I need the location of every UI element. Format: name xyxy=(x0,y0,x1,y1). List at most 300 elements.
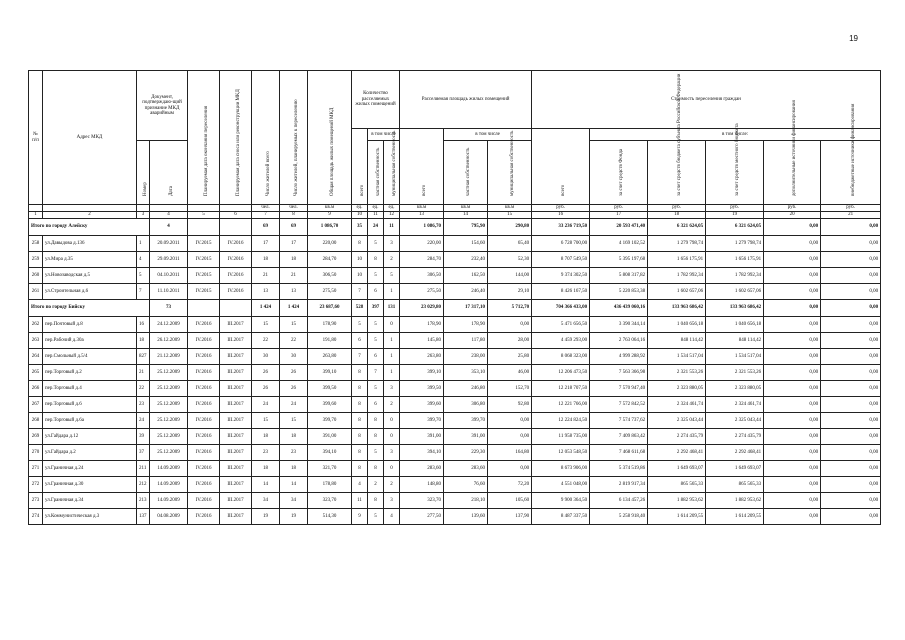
cost-region-cell: 1 782 992,34 xyxy=(648,268,706,284)
address-cell: ул.Граничная д.34 xyxy=(43,493,137,509)
cost-offbudget-cell: 0,00 xyxy=(821,236,881,252)
cost-local-cell: 2 321 553,26 xyxy=(706,365,764,381)
rooms-total-cell: 10 xyxy=(352,252,368,268)
cost-offbudget-cell: 0,00 xyxy=(821,219,881,236)
header-residents-planned: Число жителей, планируемых к переселению xyxy=(280,71,308,205)
doc-number-cell: 21 xyxy=(137,365,150,381)
header-cost-additional: дополнительные источники финансирования xyxy=(764,141,821,205)
residents-total-cell: 1 424 xyxy=(252,300,280,317)
end-date-cell: IV.2016 xyxy=(188,317,220,333)
area-municipal-cell: 25,80 xyxy=(488,349,532,365)
address-cell: пер.Торговый д.6 xyxy=(43,397,137,413)
residents-total-cell: 26 xyxy=(252,365,280,381)
end-date-cell: IV.2016 xyxy=(188,509,220,525)
residents-total-cell: 19 xyxy=(252,509,280,525)
demolition-date-cell: III.2017 xyxy=(220,461,252,477)
doc-date-cell: 24.12.2009 xyxy=(150,317,188,333)
doc-number-cell: 24 xyxy=(137,413,150,429)
cost-fund-cell: 7 409 863,42 xyxy=(590,429,648,445)
header-rooms-private: частная собственность xyxy=(368,141,384,205)
rooms-municipal-cell: 2 xyxy=(384,252,400,268)
end-date-cell: IV.2016 xyxy=(188,477,220,493)
cost-offbudget-cell: 0,00 xyxy=(821,509,881,525)
table-row xyxy=(29,493,881,509)
area-municipal-cell: 5 712,70 xyxy=(488,300,532,317)
demolition-date-cell: IV.2016 xyxy=(220,252,252,268)
total-area-cell: 178,90 xyxy=(308,317,352,333)
subtotal-row xyxy=(29,300,881,317)
rooms-private-cell: 7 xyxy=(368,365,384,381)
row-number-cell: 271 xyxy=(29,461,43,477)
rooms-total-cell: 8 xyxy=(352,461,368,477)
column-number-cell: 19 xyxy=(706,212,764,219)
cost-additional-cell: 0,00 xyxy=(764,445,821,461)
rooms-private-cell: 397 xyxy=(368,300,384,317)
rooms-private-cell: 6 xyxy=(368,349,384,365)
cost-fund-cell: 7 570 947,40 xyxy=(590,381,648,397)
rooms-municipal-cell: 5 xyxy=(384,268,400,284)
header-cost-fund: за счет средств Фонда xyxy=(590,141,648,205)
header-planned-demolition: Планируемая дата сноса или реконструкции МКД xyxy=(220,71,252,205)
row-number-cell: 263 xyxy=(29,333,43,349)
total-area-cell: 220,00 xyxy=(308,236,352,252)
cost-local-cell: 2 325 043,44 xyxy=(706,413,764,429)
area-total-cell: 394,10 xyxy=(400,445,444,461)
cost-additional-cell: 0,00 xyxy=(764,477,821,493)
demolition-date-cell: III.2017 xyxy=(220,365,252,381)
column-number-cell: 2 xyxy=(43,212,137,219)
cost-local-cell: 2 324 461,74 xyxy=(706,397,764,413)
rooms-municipal-cell: 0 xyxy=(384,461,400,477)
area-private-cell: 178,90 xyxy=(444,317,488,333)
rooms-municipal-cell: 131 xyxy=(384,300,400,317)
address-cell: пер.Торговый д.6а xyxy=(43,413,137,429)
rooms-municipal-cell: 3 xyxy=(384,445,400,461)
cost-local-cell: 1 040 656,18 xyxy=(706,317,764,333)
table-row xyxy=(29,333,881,349)
demolition-date-cell: III.2017 xyxy=(220,509,252,525)
area-total-cell: 275,50 xyxy=(400,284,444,300)
area-total-cell: 263,80 xyxy=(400,349,444,365)
column-number-cell: 9 xyxy=(308,212,352,219)
subtotal-label: Итого по городу Бийску xyxy=(29,300,150,317)
header-planned-end: Планируемая дата окончания переселения xyxy=(188,71,220,205)
rooms-private-cell: 5 xyxy=(368,317,384,333)
address-cell: пер.Рабочий д.30а xyxy=(43,333,137,349)
doc-number-cell: 4 xyxy=(137,252,150,268)
column-number-cell: 15 xyxy=(488,212,532,219)
doc-number-cell: 1 xyxy=(137,236,150,252)
unit-cell: кв.м xyxy=(444,205,488,212)
doc-date-cell: 25.12.2009 xyxy=(150,413,188,429)
residents-total-cell: 34 xyxy=(252,493,280,509)
unit-cell: руб. xyxy=(532,205,590,212)
table-row xyxy=(29,252,881,268)
doc-date-cell: 21.12.2009 xyxy=(150,349,188,365)
total-area-cell: 391,00 xyxy=(308,429,352,445)
area-municipal-cell: 144,00 xyxy=(488,268,532,284)
cost-offbudget-cell: 0,00 xyxy=(821,268,881,284)
cost-fund-cell: 4 999 288,92 xyxy=(590,349,648,365)
address-cell: пер.Смольный д.5/4 xyxy=(43,349,137,365)
empty-cell xyxy=(220,300,252,317)
doc-number-cell: 23 xyxy=(137,397,150,413)
column-number-cell: 13 xyxy=(400,212,444,219)
table-row xyxy=(29,349,881,365)
residents-total-cell: 18 xyxy=(252,252,280,268)
doc-number-cell: 37 xyxy=(137,445,150,461)
address-cell: ул.Граничная д.24 xyxy=(43,461,137,477)
header-doc-number: Номер xyxy=(137,141,150,205)
rooms-municipal-cell: 3 xyxy=(384,381,400,397)
area-private-cell: 238,00 xyxy=(444,349,488,365)
cost-offbudget-cell: 0,00 xyxy=(821,284,881,300)
area-total-cell: 391,00 xyxy=(400,429,444,445)
area-total-cell: 145,80 xyxy=(400,333,444,349)
header-area-including: в том числе xyxy=(444,129,532,141)
table-row xyxy=(29,445,881,461)
header-address: Адрес МКД xyxy=(43,71,137,205)
cost-fund-cell: 5 258 918,40 xyxy=(590,509,648,525)
unit-cell: руб. xyxy=(821,205,881,212)
area-municipal-cell: 92,80 xyxy=(488,397,532,413)
doc-date-cell: 14.09.2009 xyxy=(150,493,188,509)
cost-total-cell: 8 487 337,50 xyxy=(532,509,590,525)
unit-cell: кв.м xyxy=(308,205,352,212)
cost-offbudget-cell: 0,00 xyxy=(821,477,881,493)
unit-cell: руб. xyxy=(590,205,648,212)
header-rooms-municipal: муниципальная собственность xyxy=(384,141,400,205)
rooms-municipal-cell: 1 xyxy=(384,365,400,381)
cost-fund-cell: 7 468 611,68 xyxy=(590,445,648,461)
rooms-total-cell: 9 xyxy=(352,509,368,525)
doc-date-cell: 20.09.2011 xyxy=(150,236,188,252)
demolition-date-cell: III.2017 xyxy=(220,317,252,333)
area-total-cell: 399,60 xyxy=(400,397,444,413)
cost-local-cell: 133 963 686,42 xyxy=(706,300,764,317)
end-date-cell: IV.2016 xyxy=(188,333,220,349)
address-cell: ул.Новозаводская д.5 xyxy=(43,268,137,284)
cost-fund-cell: 7 572 842,52 xyxy=(590,397,648,413)
area-total-cell: 323,70 xyxy=(400,493,444,509)
end-date-cell: IV.2016 xyxy=(188,461,220,477)
doc-number-cell: 18 xyxy=(137,333,150,349)
demolition-date-cell: IV.2016 xyxy=(220,268,252,284)
table-row xyxy=(29,397,881,413)
address-cell: ул.Строительная д.6 xyxy=(43,284,137,300)
area-private-cell: 246,40 xyxy=(444,284,488,300)
row-number-cell: 273 xyxy=(29,493,43,509)
residents-planned-cell: 26 xyxy=(280,381,308,397)
doc-date-cell: 25.12.2009 xyxy=(150,429,188,445)
table-header xyxy=(29,71,881,219)
cost-fund-cell: 6 134 457,26 xyxy=(590,493,648,509)
demolition-date-cell: III.2017 xyxy=(220,333,252,349)
end-date-cell: IV.2016 xyxy=(188,365,220,381)
end-date-cell: IV.2016 xyxy=(188,397,220,413)
row-number-cell: 266 xyxy=(29,381,43,397)
unit-cell: руб. xyxy=(648,205,706,212)
cost-local-cell: 1 614 209,55 xyxy=(706,509,764,525)
doc-number-cell: 213 xyxy=(137,493,150,509)
area-municipal-cell: 0,00 xyxy=(488,413,532,429)
cost-local-cell: 1 782 992,34 xyxy=(706,268,764,284)
demolition-date-cell: IV.2016 xyxy=(220,236,252,252)
row-number-cell: 265 xyxy=(29,365,43,381)
rooms-total-cell: 11 xyxy=(352,493,368,509)
cost-region-cell: 6 321 624,05 xyxy=(648,219,706,236)
table-row xyxy=(29,284,881,300)
column-number-cell: 11 xyxy=(368,212,384,219)
area-municipal-cell: 29,10 xyxy=(488,284,532,300)
cost-offbudget-cell: 0,00 xyxy=(821,333,881,349)
end-date-cell: IV.2016 xyxy=(188,445,220,461)
rooms-total-cell: 8 xyxy=(352,381,368,397)
doc-date-cell: 11.10.2011 xyxy=(150,284,188,300)
cost-additional-cell: 0,00 xyxy=(764,317,821,333)
end-date-cell: IV.2015 xyxy=(188,252,220,268)
area-private-cell: 246,80 xyxy=(444,381,488,397)
cost-additional-cell: 0,00 xyxy=(764,349,821,365)
area-total-cell: 399,10 xyxy=(400,365,444,381)
rooms-private-cell: 5 xyxy=(368,509,384,525)
area-municipal-cell: 152,70 xyxy=(488,381,532,397)
total-area-cell: 191,80 xyxy=(308,333,352,349)
cost-local-cell: 1 649 693,07 xyxy=(706,461,764,477)
end-date-cell: IV.2016 xyxy=(188,493,220,509)
demolition-date-cell: III.2017 xyxy=(220,493,252,509)
column-number-cell: 14 xyxy=(444,212,488,219)
residents-planned-cell: 1 424 xyxy=(280,300,308,317)
row-number-cell: 259 xyxy=(29,252,43,268)
rooms-total-cell: 7 xyxy=(352,349,368,365)
resettlement-table xyxy=(28,70,881,525)
residents-total-cell: 22 xyxy=(252,333,280,349)
address-cell: пер.Торговый д.4 xyxy=(43,381,137,397)
header-cost-total: всего xyxy=(532,129,590,205)
rooms-private-cell: 6 xyxy=(368,397,384,413)
cost-total-cell: 4 551 048,00 xyxy=(532,477,590,493)
cost-fund-cell: 5 374 519,86 xyxy=(590,461,648,477)
table-row xyxy=(29,413,881,429)
cost-region-cell: 1 602 657,06 xyxy=(648,284,706,300)
header-no: № п/п xyxy=(29,71,43,205)
doc-number-cell: 212 xyxy=(137,477,150,493)
rooms-total-cell: 7 xyxy=(352,284,368,300)
cost-offbudget-cell: 0,00 xyxy=(821,429,881,445)
unit-cell: руб. xyxy=(706,205,764,212)
rooms-total-cell: 528 xyxy=(352,300,368,317)
cost-offbudget-cell: 0,00 xyxy=(821,252,881,268)
area-private-cell: 229,30 xyxy=(444,445,488,461)
cost-additional-cell: 0,00 xyxy=(764,236,821,252)
total-area-cell: 321,70 xyxy=(308,461,352,477)
area-municipal-cell: 164,80 xyxy=(488,445,532,461)
cost-region-cell: 1 882 953,62 xyxy=(648,493,706,509)
header-cost-including: в том числе: xyxy=(590,129,881,141)
cost-additional-cell: 0,00 xyxy=(764,413,821,429)
header-total-area: Общая площадь жилых помещений МКД xyxy=(308,71,352,205)
cost-fund-cell: 5 395 197,68 xyxy=(590,252,648,268)
doc-number-cell: 16 xyxy=(137,317,150,333)
row-number-cell: 269 xyxy=(29,429,43,445)
row-number-cell: 270 xyxy=(29,445,43,461)
residents-planned-cell: 18 xyxy=(280,252,308,268)
residents-total-cell: 15 xyxy=(252,413,280,429)
header-cost: Стоимость переселения граждан xyxy=(532,71,881,129)
area-private-cell: 306,80 xyxy=(444,397,488,413)
cost-offbudget-cell: 0,00 xyxy=(821,300,881,317)
residents-planned-cell: 34 xyxy=(280,493,308,509)
rooms-total-cell: 10 xyxy=(352,268,368,284)
end-date-cell: IV.2016 xyxy=(188,381,220,397)
residents-planned-cell: 30 xyxy=(280,349,308,365)
doc-date-cell: 29.09.2011 xyxy=(150,252,188,268)
area-total-cell: 284,70 xyxy=(400,252,444,268)
cost-fund-cell: 20 593 471,40 xyxy=(590,219,648,236)
total-area-cell: 178,80 xyxy=(308,477,352,493)
residents-planned-cell: 15 xyxy=(280,413,308,429)
rooms-private-cell: 8 xyxy=(368,461,384,477)
rooms-total-cell: 8 xyxy=(352,445,368,461)
residents-total-cell: 24 xyxy=(252,397,280,413)
residents-total-cell: 23 xyxy=(252,445,280,461)
rooms-municipal-cell: 0 xyxy=(384,317,400,333)
cost-region-cell: 865 565,33 xyxy=(648,477,706,493)
cost-fund-cell: 7 563 366,98 xyxy=(590,365,648,381)
area-private-cell: 399,70 xyxy=(444,413,488,429)
rooms-total-cell: 4 xyxy=(352,477,368,493)
residents-planned-cell: 17 xyxy=(280,236,308,252)
cost-region-cell: 1 279 798,74 xyxy=(648,236,706,252)
area-total-cell: 148,80 xyxy=(400,477,444,493)
header-document: Документ, подтверждаю-щий признание МКД аварийным xyxy=(137,71,188,141)
residents-total-cell: 26 xyxy=(252,381,280,397)
residents-planned-cell: 19 xyxy=(280,509,308,525)
doc-number-cell: 7 xyxy=(137,284,150,300)
header-rooms-including: в том числе xyxy=(368,129,400,141)
doc-date-cell: 14.09.2009 xyxy=(150,461,188,477)
table-row xyxy=(29,509,881,525)
doc-number-cell: 137 xyxy=(137,509,150,525)
doc-date-cell: 25.12.2009 xyxy=(150,397,188,413)
cost-total-cell: 11 958 735,00 xyxy=(532,429,590,445)
rooms-private-cell: 8 xyxy=(368,429,384,445)
doc-number-cell: 211 xyxy=(137,461,150,477)
cost-total-cell: 8 707 549,50 xyxy=(532,252,590,268)
column-number-cell: 20 xyxy=(764,212,821,219)
rooms-private-cell: 5 xyxy=(368,445,384,461)
cost-local-cell: 848 114,42 xyxy=(706,333,764,349)
cost-local-cell: 1 882 953,62 xyxy=(706,493,764,509)
area-total-cell: 306,50 xyxy=(400,268,444,284)
empty-cell xyxy=(220,219,252,236)
cost-offbudget-cell: 0,00 xyxy=(821,349,881,365)
rooms-total-cell: 8 xyxy=(352,365,368,381)
table-row xyxy=(29,365,881,381)
column-number-cell: 17 xyxy=(590,212,648,219)
total-area-cell: 399,10 xyxy=(308,365,352,381)
total-area-cell: 394,10 xyxy=(308,445,352,461)
column-number-cell: 3 xyxy=(137,212,150,219)
residents-planned-cell: 18 xyxy=(280,429,308,445)
rooms-municipal-cell: 1 xyxy=(384,349,400,365)
address-cell: ул.Коммунистическая д.3 xyxy=(43,509,137,525)
doc-date-cell: 25.12.2009 xyxy=(150,445,188,461)
cost-region-cell: 848 114,42 xyxy=(648,333,706,349)
cost-region-cell: 1 656 175,91 xyxy=(648,252,706,268)
table-row xyxy=(29,461,881,477)
total-area-cell: 399,50 xyxy=(308,381,352,397)
end-date-cell: IV.2015 xyxy=(188,284,220,300)
header-area-municipal: муниципальная собственность xyxy=(488,141,532,205)
address-cell: пер.Почтовый д.8 xyxy=(43,317,137,333)
total-area-cell: 284,70 xyxy=(308,252,352,268)
cost-total-cell: 33 236 719,50 xyxy=(532,219,590,236)
cost-region-cell: 2 321 553,26 xyxy=(648,365,706,381)
area-municipal-cell: 0,00 xyxy=(488,429,532,445)
rooms-total-cell: 8 xyxy=(352,429,368,445)
rooms-private-cell: 5 xyxy=(368,333,384,349)
cost-region-cell: 1 534 517,04 xyxy=(648,349,706,365)
header-residents-total: Число жителей всего xyxy=(252,71,280,205)
header-area-total: всего xyxy=(400,129,444,205)
column-numbers-row xyxy=(29,212,881,219)
rooms-municipal-cell: 3 xyxy=(384,236,400,252)
address-cell: ул.Мира д.35 xyxy=(43,252,137,268)
doc-date-cell: 04.08.2009 xyxy=(150,509,188,525)
rooms-municipal-cell: 3 xyxy=(384,493,400,509)
column-number-cell: 10 xyxy=(352,212,368,219)
address-cell: ул.Гайдара д.2 xyxy=(43,445,137,461)
total-area-cell: 23 687,60 xyxy=(308,300,352,317)
area-private-cell: 17 317,10 xyxy=(444,300,488,317)
header-rooms-total: всего xyxy=(352,129,368,205)
area-municipal-cell: 52,30 xyxy=(488,252,532,268)
cost-total-cell: 12 053 548,50 xyxy=(532,445,590,461)
cost-local-cell: 2 323 880,05 xyxy=(706,381,764,397)
rooms-municipal-cell: 1 xyxy=(384,333,400,349)
cost-region-cell: 1 614 209,55 xyxy=(648,509,706,525)
unit-cell: кв.м xyxy=(488,205,532,212)
area-municipal-cell: 0,00 xyxy=(488,461,532,477)
rooms-total-cell: 6 xyxy=(352,333,368,349)
residents-total-cell: 21 xyxy=(252,268,280,284)
doc-number-cell: 22 xyxy=(137,381,150,397)
demolition-date-cell: III.2017 xyxy=(220,349,252,365)
end-date-cell: IV.2016 xyxy=(188,413,220,429)
residents-total-cell: 14 xyxy=(252,477,280,493)
cost-region-cell: 2 292 468,41 xyxy=(648,445,706,461)
total-area-cell: 514,30 xyxy=(308,509,352,525)
unit-cell: кв.м xyxy=(400,205,444,212)
residents-planned-cell: 21 xyxy=(280,268,308,284)
header-cost-offbudget: внебюджетные источники финансирования xyxy=(821,141,881,205)
residents-planned-cell: 23 xyxy=(280,445,308,461)
cost-offbudget-cell: 0,00 xyxy=(821,445,881,461)
cost-additional-cell: 0,00 xyxy=(764,268,821,284)
area-private-cell: 283,60 xyxy=(444,461,488,477)
residents-total-cell: 69 xyxy=(252,219,280,236)
doc-count-cell: 73 xyxy=(150,300,188,317)
address-cell: ул.Граничная д.30 xyxy=(43,477,137,493)
area-private-cell: 795,90 xyxy=(444,219,488,236)
total-area-cell: 399,70 xyxy=(308,413,352,429)
doc-date-cell: 25.12.2009 xyxy=(150,365,188,381)
area-municipal-cell: 137,90 xyxy=(488,509,532,525)
header-cost-local: за счет средств местного бюджета xyxy=(706,141,764,205)
cost-fund-cell: 5 220 853,38 xyxy=(590,284,648,300)
